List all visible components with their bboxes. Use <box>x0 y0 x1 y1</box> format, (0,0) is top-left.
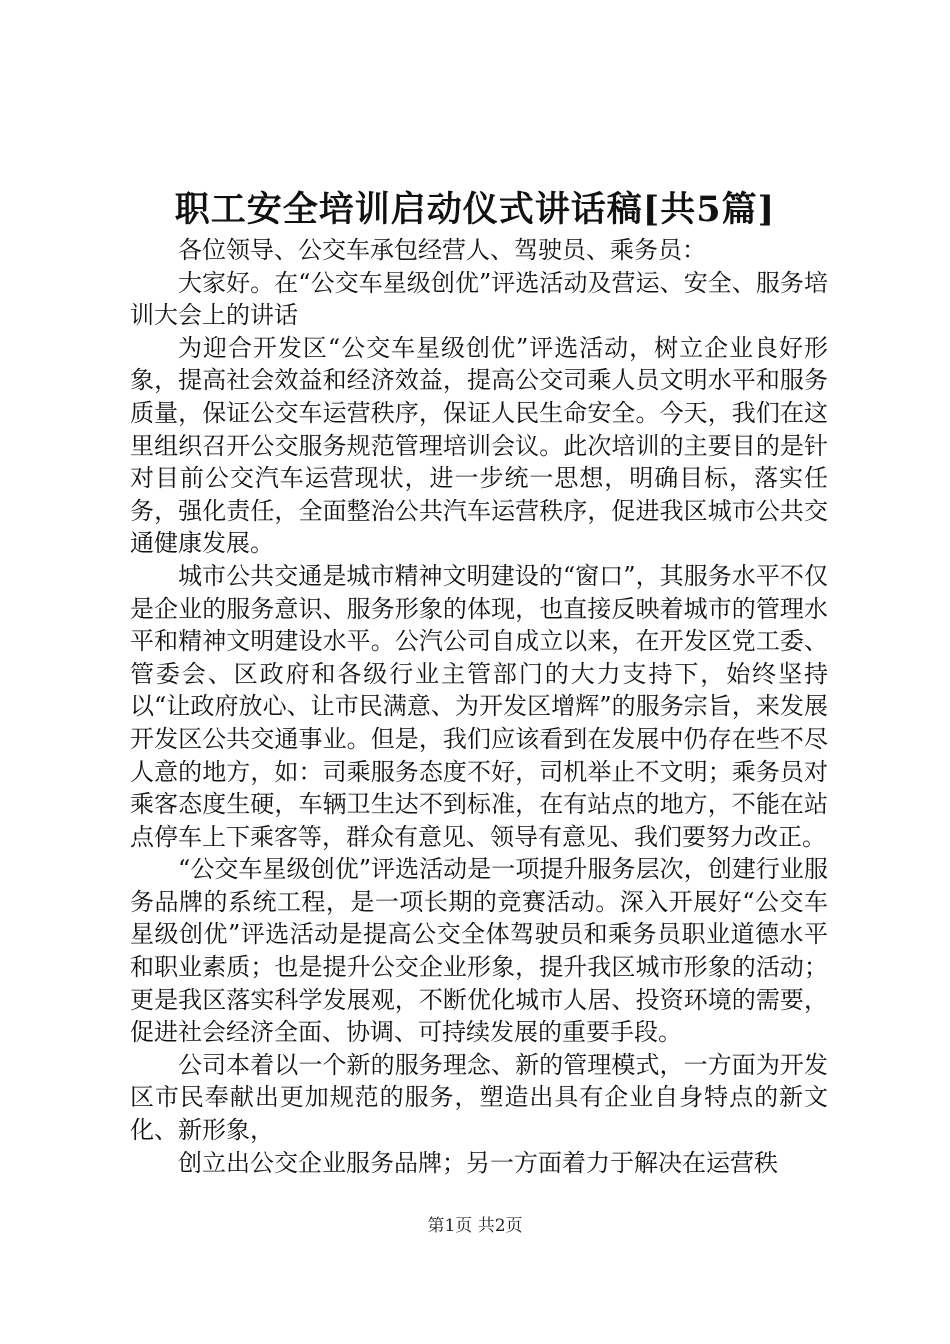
paragraph-purpose: 为迎合开发区“公交车星级创优”评选活动，树立企业良好形象，提高社会效益和经济效益，提高公交司乘人员文明水平和服务质量，保证公交车运营秩序，保证人民生命安全。今天，我们在这里组织召开公交服务规范管理培训会议。此次培训的主要目的是针对目前公交汽车运营现状，进一步统一思想，明确目标，落实任务，强化责任，全面整治公共汽车运营秩序，促进我区城市公共交通健康发展。 <box>130 333 828 558</box>
paragraph-greeting: 大家好。在“公交车星级创优”评选活动及营运、安全、服务培训大会上的讲话 <box>130 268 828 330</box>
paragraph-star-rating-activity: “公交车星级创优”评选活动是一项提升服务层次，创建行业服务品牌的系统工程，是一项长期的竞赛活动。深入开展好“公交车星级创优”评选活动是提高公交全体驾驶员和乘务员职业道德水平和职业素质；也是提升公交企业形象，提升我区城市形象的活动；更是我区落实科学发展观，不断优化城市人居、投资环境的需要，促进社会经济全面、协调、可持续发展的重要手段。 <box>130 855 828 1047</box>
paragraph-public-transport: 城市公共交通是城市精神文明建设的“窗口”，其服务水平不仅是企业的服务意识、服务形象的体现，也直接反映着城市的管理水平和精神文明建设水平。公汽公司自成立以来，在开发区党工委、管委会、区政府和各级行业主管部门的大力支持下，始终坚持以“让政府放心、让市民满意、为开发区增辉”的服务宗旨，来发展开发区公共交通事业。但是，我们应该看到在发展中仍存在些不尽人意的地方，如：司乘服务态度不好，司机举止不文明；乘务员对乘客态度生硬，车辆卫生达不到标准，在有站点的地方，不能在站点停车上下乘客等，群众有意见、领导有意见、我们要努力改正。 <box>130 561 828 851</box>
page-number-footer: 第1页 共2页 <box>427 1216 523 1236</box>
document-title: 职工安全培训启动仪式讲话稿[共5篇] <box>174 189 776 230</box>
paragraph-brand-building: 创立出公交企业服务品牌；另一方面着力于解决在运营秩 <box>178 1148 778 1177</box>
paragraph-company-philosophy: 公司本着以一个新的服务理念、新的管理模式，一方面为开发区市民奉献出更加规范的服务，塑造出具有企业自身特点的新文化、新形象， <box>130 1050 828 1145</box>
document-body <box>130 234 828 1179</box>
paragraph-salutation: 各位领导、公交车承包经营人、驾驶员、乘务员： <box>178 236 706 264</box>
